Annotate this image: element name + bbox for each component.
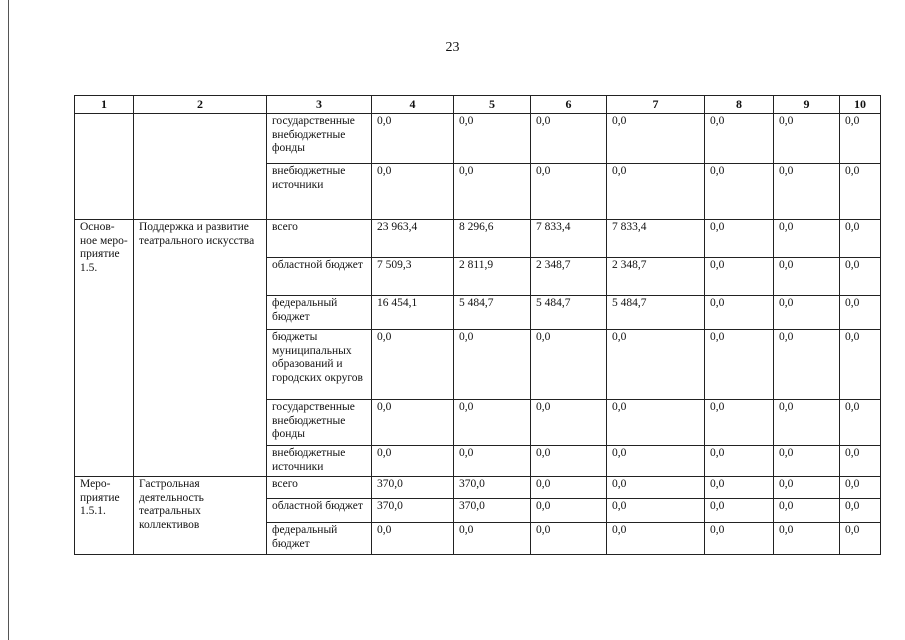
amount-cell: 0,0 bbox=[840, 446, 881, 477]
amount-cell: 0,0 bbox=[454, 446, 531, 477]
measure-name-cell: Поддержка и развитие театрального искусства bbox=[134, 220, 267, 477]
column-header: 6 bbox=[531, 96, 607, 114]
table-row bbox=[75, 220, 881, 258]
funding-source-cell: всего bbox=[267, 477, 372, 499]
amount-cell: 0,0 bbox=[774, 446, 840, 477]
amount-cell: 0,0 bbox=[531, 164, 607, 220]
amount-cell: 0,0 bbox=[372, 330, 454, 400]
amount-cell: 0,0 bbox=[454, 114, 531, 164]
amount-cell: 0,0 bbox=[531, 400, 607, 446]
column-header: 5 bbox=[454, 96, 531, 114]
amount-cell: 0,0 bbox=[705, 400, 774, 446]
amount-cell: 7 833,4 bbox=[607, 220, 705, 258]
amount-cell: 0,0 bbox=[607, 400, 705, 446]
amount-cell: 0,0 bbox=[840, 296, 881, 330]
amount-cell: 0,0 bbox=[607, 499, 705, 523]
amount-cell: 0,0 bbox=[705, 164, 774, 220]
amount-cell: 0,0 bbox=[607, 523, 705, 555]
column-header: 7 bbox=[607, 96, 705, 114]
amount-cell: 0,0 bbox=[840, 477, 881, 499]
funding-source-cell: областной бюджет bbox=[267, 499, 372, 523]
funding-source-cell: федеральный бюджет bbox=[267, 523, 372, 555]
amount-cell: 370,0 bbox=[454, 499, 531, 523]
amount-cell: 0,0 bbox=[372, 164, 454, 220]
amount-cell: 5 484,7 bbox=[454, 296, 531, 330]
amount-cell: 23 963,4 bbox=[372, 220, 454, 258]
amount-cell: 0,0 bbox=[774, 114, 840, 164]
amount-cell: 370,0 bbox=[372, 499, 454, 523]
amount-cell: 0,0 bbox=[531, 523, 607, 555]
amount-cell: 2 348,7 bbox=[531, 258, 607, 296]
amount-cell: 0,0 bbox=[774, 164, 840, 220]
funding-source-cell: областной бюджет bbox=[267, 258, 372, 296]
amount-cell: 0,0 bbox=[607, 164, 705, 220]
amount-cell: 0,0 bbox=[774, 296, 840, 330]
amount-cell: 0,0 bbox=[705, 446, 774, 477]
amount-cell: 0,0 bbox=[774, 523, 840, 555]
funding-source-cell: бюджеты муниципальных образований и городских округов bbox=[267, 330, 372, 400]
amount-cell: 0,0 bbox=[372, 523, 454, 555]
column-header: 4 bbox=[372, 96, 454, 114]
table-row bbox=[75, 477, 881, 499]
amount-cell: 0,0 bbox=[840, 499, 881, 523]
amount-cell: 0,0 bbox=[531, 477, 607, 499]
amount-cell: 0,0 bbox=[372, 400, 454, 446]
amount-cell: 2 811,9 bbox=[454, 258, 531, 296]
amount-cell: 0,0 bbox=[774, 220, 840, 258]
amount-cell: 0,0 bbox=[372, 114, 454, 164]
amount-cell: 0,0 bbox=[705, 258, 774, 296]
amount-cell: 8 296,6 bbox=[454, 220, 531, 258]
amount-cell: 0,0 bbox=[531, 499, 607, 523]
amount-cell: 0,0 bbox=[607, 446, 705, 477]
funding-source-cell: всего bbox=[267, 220, 372, 258]
amount-cell: 0,0 bbox=[705, 523, 774, 555]
budget-table bbox=[74, 95, 881, 555]
amount-cell: 0,0 bbox=[454, 164, 531, 220]
amount-cell: 0,0 bbox=[840, 114, 881, 164]
column-header: 2 bbox=[134, 96, 267, 114]
page-number: 23 bbox=[445, 40, 460, 55]
amount-cell: 0,0 bbox=[774, 330, 840, 400]
amount-cell: 0,0 bbox=[840, 523, 881, 555]
amount-cell: 0,0 bbox=[454, 330, 531, 400]
column-header: 3 bbox=[267, 96, 372, 114]
funding-source-cell: государственные внебюджетные фонды bbox=[267, 400, 372, 446]
measure-code-cell: Основ-ное меро-приятие 1.5. bbox=[75, 220, 134, 477]
amount-cell: 0,0 bbox=[840, 220, 881, 258]
amount-cell: 0,0 bbox=[454, 400, 531, 446]
amount-cell: 2 348,7 bbox=[607, 258, 705, 296]
amount-cell: 0,0 bbox=[705, 499, 774, 523]
page-left-edge-line bbox=[8, 0, 9, 640]
amount-cell: 0,0 bbox=[774, 499, 840, 523]
header-row bbox=[75, 96, 881, 114]
amount-cell: 0,0 bbox=[705, 220, 774, 258]
funding-source-cell: внебюджетные источники bbox=[267, 164, 372, 220]
amount-cell: 0,0 bbox=[774, 258, 840, 296]
amount-cell: 0,0 bbox=[840, 164, 881, 220]
measure-code-cell: Меро-приятие 1.5.1. bbox=[75, 477, 134, 555]
column-header: 10 bbox=[840, 96, 881, 114]
measure-code-cell bbox=[75, 114, 134, 220]
amount-cell: 16 454,1 bbox=[372, 296, 454, 330]
funding-source-cell: федеральный бюджет bbox=[267, 296, 372, 330]
amount-cell: 0,0 bbox=[705, 296, 774, 330]
amount-cell: 0,0 bbox=[607, 330, 705, 400]
amount-cell: 0,0 bbox=[531, 330, 607, 400]
amount-cell: 5 484,7 bbox=[607, 296, 705, 330]
funding-source-cell: внебюджетные источники bbox=[267, 446, 372, 477]
amount-cell: 0,0 bbox=[774, 400, 840, 446]
amount-cell: 0,0 bbox=[454, 523, 531, 555]
column-header: 1 bbox=[75, 96, 134, 114]
amount-cell: 0,0 bbox=[531, 446, 607, 477]
column-header: 9 bbox=[774, 96, 840, 114]
amount-cell: 7 509,3 bbox=[372, 258, 454, 296]
amount-cell: 5 484,7 bbox=[531, 296, 607, 330]
amount-cell: 370,0 bbox=[372, 477, 454, 499]
amount-cell: 0,0 bbox=[774, 477, 840, 499]
funding-source-cell: государственные внебюджетные фонды bbox=[267, 114, 372, 164]
amount-cell: 0,0 bbox=[840, 400, 881, 446]
amount-cell: 0,0 bbox=[705, 330, 774, 400]
amount-cell: 0,0 bbox=[705, 477, 774, 499]
amount-cell: 0,0 bbox=[840, 258, 881, 296]
measure-name-cell bbox=[134, 114, 267, 220]
amount-cell: 0,0 bbox=[705, 114, 774, 164]
amount-cell: 7 833,4 bbox=[531, 220, 607, 258]
table-row bbox=[75, 114, 881, 164]
amount-cell: 0,0 bbox=[607, 477, 705, 499]
amount-cell: 0,0 bbox=[840, 330, 881, 400]
amount-cell: 370,0 bbox=[454, 477, 531, 499]
amount-cell: 0,0 bbox=[531, 114, 607, 164]
measure-name-cell: Гастрольная деятельность театральных коллективов bbox=[134, 477, 267, 555]
amount-cell: 0,0 bbox=[372, 446, 454, 477]
column-header: 8 bbox=[705, 96, 774, 114]
amount-cell: 0,0 bbox=[607, 114, 705, 164]
